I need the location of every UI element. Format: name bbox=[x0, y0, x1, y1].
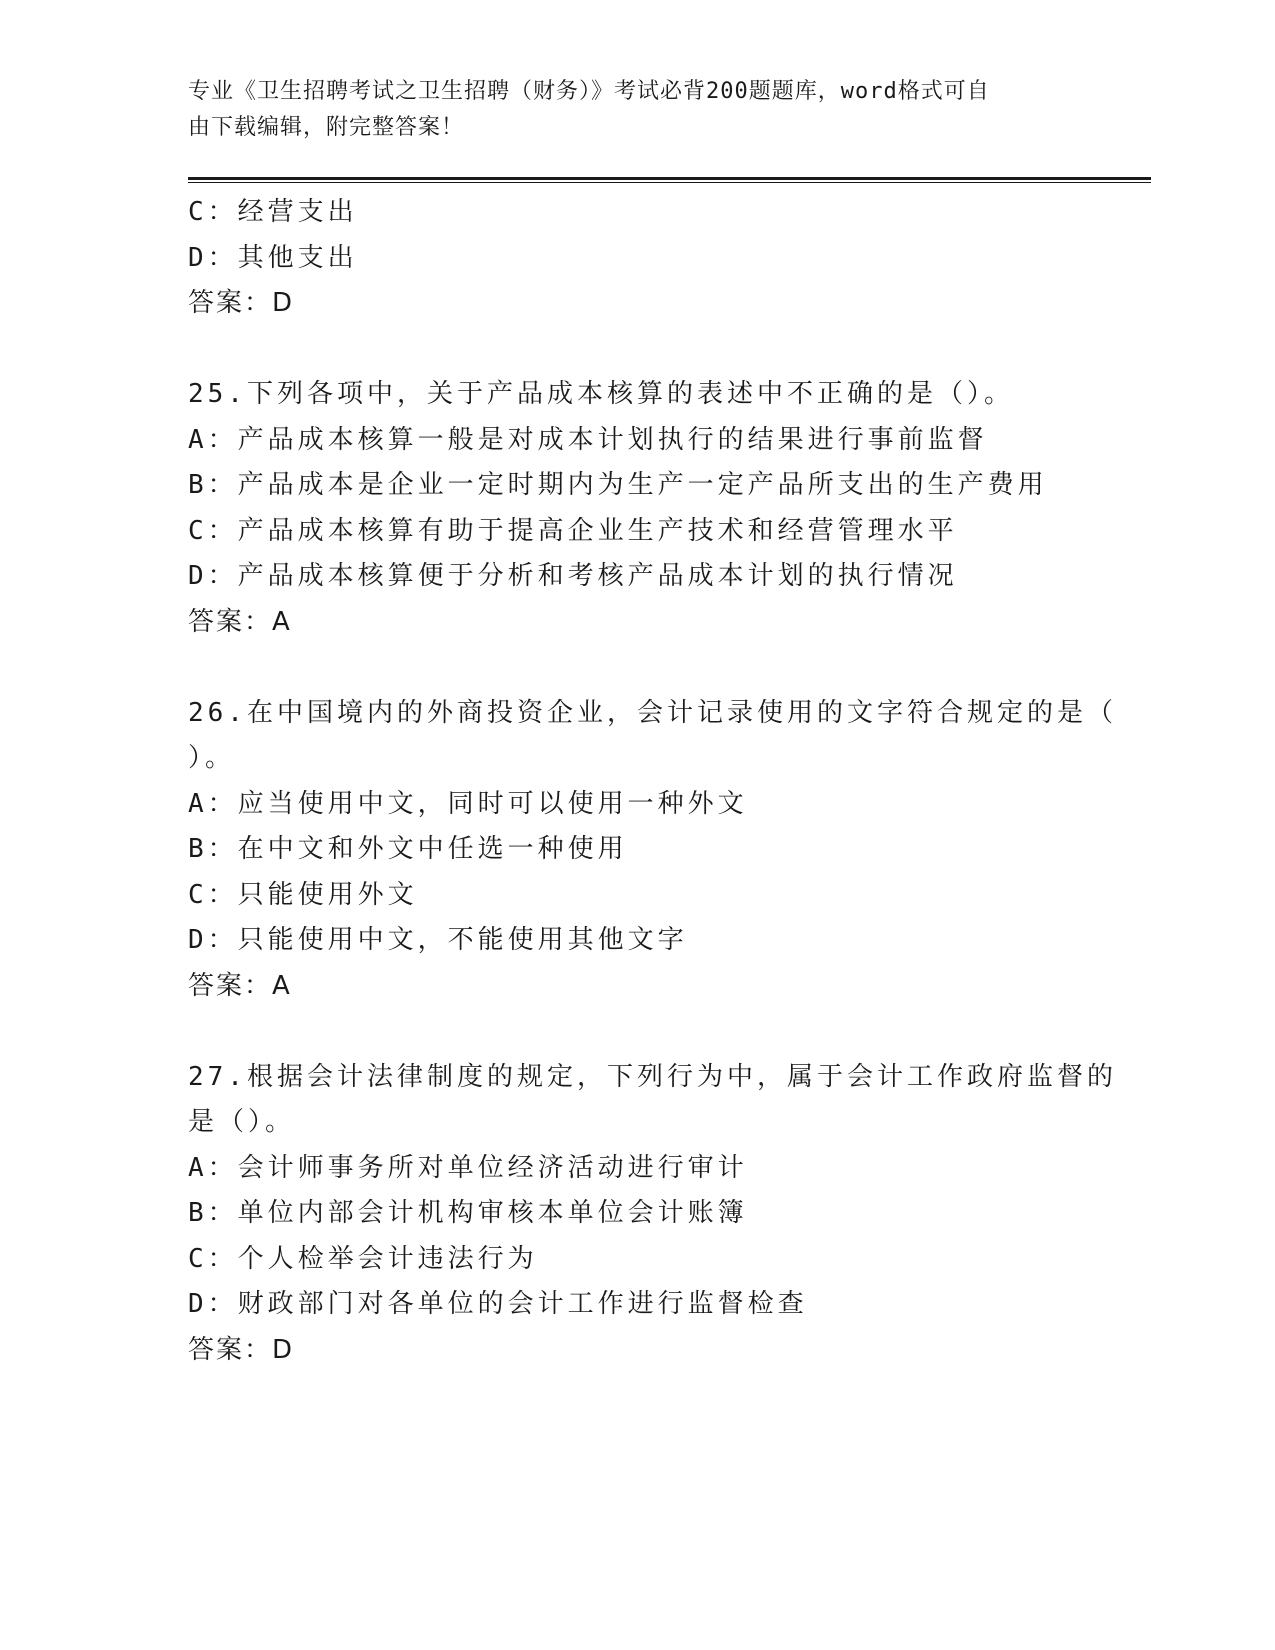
option-b: B：在中文和外文中任选一种使用 bbox=[188, 834, 628, 864]
header-line-2: 由下载编辑，附完整答案！ bbox=[188, 115, 465, 140]
question-25 bbox=[188, 372, 1088, 645]
option-d: D：其他支出 bbox=[188, 242, 358, 273]
option-d: D：产品成本核算便于分析和考核产品成本计划的执行情况 bbox=[188, 561, 958, 591]
question-24-continued bbox=[188, 190, 1088, 327]
spacer bbox=[188, 327, 1088, 373]
header-rule-thick bbox=[188, 177, 1151, 180]
question-stem-line-2: 是（）。 bbox=[188, 1107, 296, 1137]
option-c: C：经营支出 bbox=[188, 197, 358, 227]
header-line-1: 专业《卫生招聘考试之卫生招聘（财务）》考试必背200题题库，word格式可自 bbox=[188, 79, 990, 104]
answer: 答案：D bbox=[188, 1334, 295, 1365]
spacer bbox=[188, 645, 1088, 691]
option-d: D：只能使用中文，不能使用其他文字 bbox=[188, 925, 688, 955]
question-stem-line-1: 27.根据会计法律制度的规定，下列行为中，属于会计工作政府监督的 bbox=[188, 1061, 1117, 1092]
answer: 答案：A bbox=[188, 970, 292, 1001]
question-stem-line-1: 26.在中国境内的外商投资企业，会计记录使用的文字符合规定的是（ bbox=[188, 697, 1117, 728]
option-a: A：应当使用中文，同时可以使用一种外文 bbox=[188, 788, 748, 819]
option-a: A：会计师事务所对单位经济活动进行审计 bbox=[188, 1152, 748, 1183]
option-c: C：产品成本核算有助于提高企业生产技术和经营管理水平 bbox=[188, 515, 958, 546]
answer: 答案：D bbox=[188, 288, 295, 318]
question-content bbox=[188, 190, 1117, 1373]
option-d: D：财政部门对各单位的会计工作进行监督检查 bbox=[188, 1289, 808, 1319]
option-c: C：个人检举会计违法行为 bbox=[188, 1243, 538, 1274]
option-b: B：产品成本是企业一定时期内为生产一定产品所支出的生产费用 bbox=[188, 470, 1048, 500]
question-stem: 25.下列各项中，关于产品成本核算的表述中不正确的是（）。 bbox=[188, 379, 1014, 409]
question-26 bbox=[188, 691, 1117, 1010]
answer: 答案：A bbox=[188, 606, 292, 637]
header-rule-thin bbox=[188, 182, 1151, 183]
option-c: C：只能使用外文 bbox=[188, 879, 418, 910]
option-b: B：单位内部会计机构审核本单位会计账簿 bbox=[188, 1198, 748, 1228]
question-27 bbox=[188, 1055, 1117, 1374]
option-a: A：产品成本核算一般是对成本计划执行的结果进行事前监督 bbox=[188, 424, 988, 455]
page-header bbox=[188, 74, 1068, 146]
spacer bbox=[188, 1009, 1088, 1055]
question-stem-line-2: ）。 bbox=[188, 743, 236, 773]
